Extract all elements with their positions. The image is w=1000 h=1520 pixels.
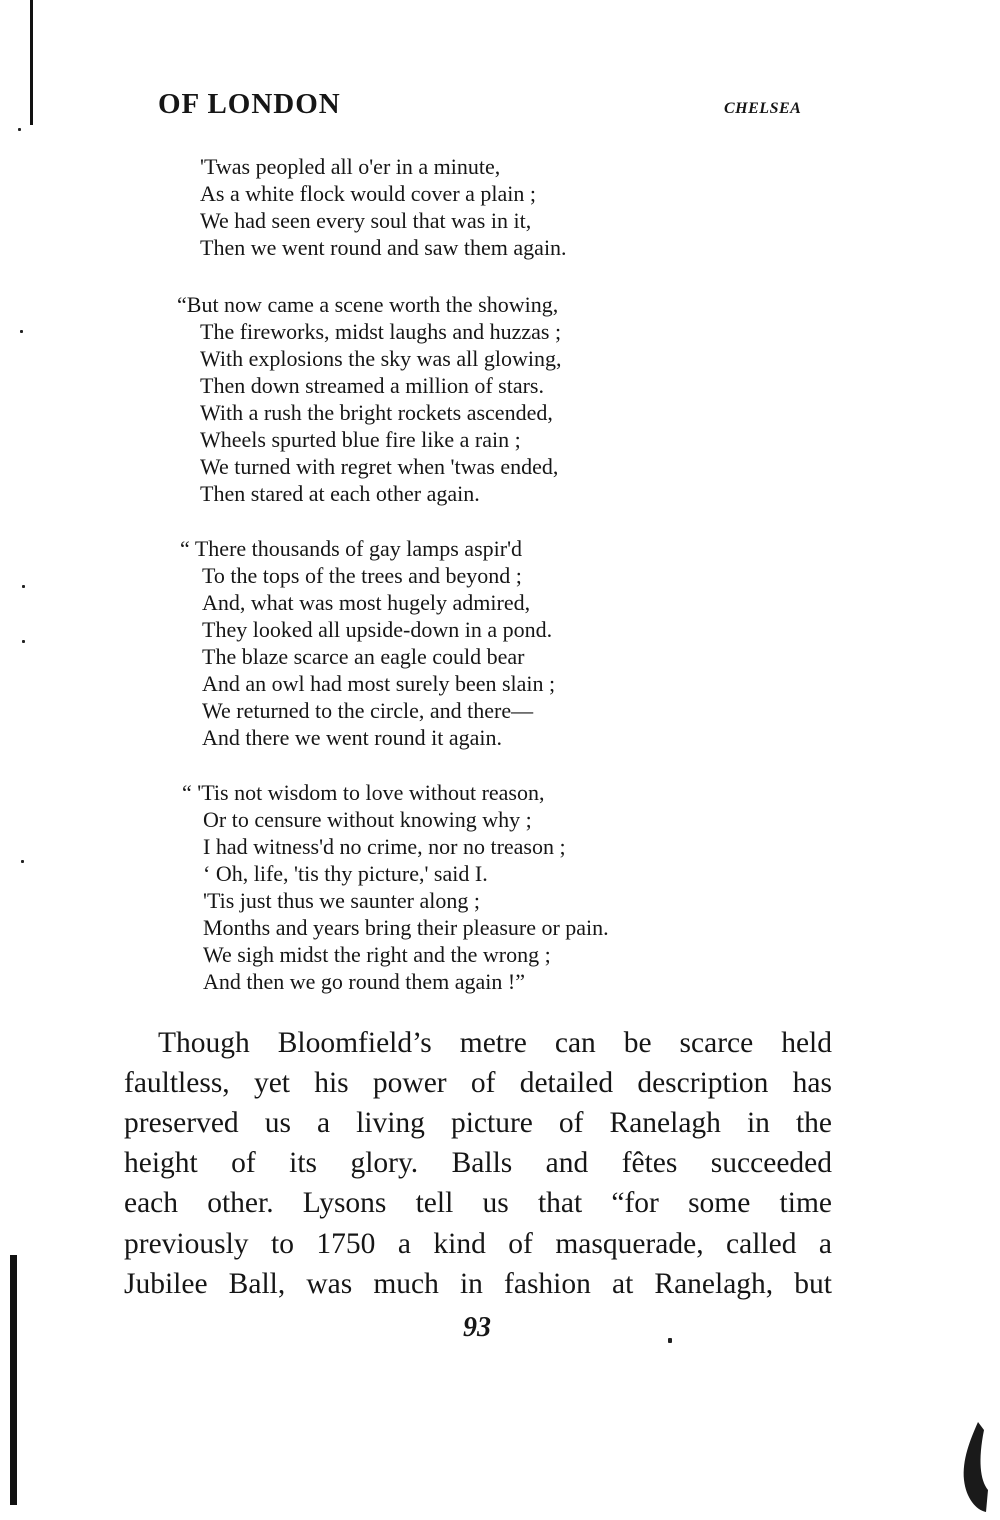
verse-line: Then stared at each other again. <box>200 481 480 506</box>
scan-speck <box>22 585 25 588</box>
verse-line: Wheels spurted blue fire like a rain ; <box>200 427 521 452</box>
scan-smudge-right <box>950 1420 990 1515</box>
verse-line: I had witness'd no crime, nor no treason ; <box>203 834 566 859</box>
scan-speck <box>20 330 23 333</box>
verse-line: The fireworks, midst laughs and huzzas ; <box>200 319 562 344</box>
verse-line: We returned to the circle, and there— <box>202 698 534 723</box>
verse-line: 'Tis just thus we saunter along ; <box>203 888 480 913</box>
verse-line: Then we went round and saw them again. <box>200 235 567 260</box>
verse-line: And, what was most hugely admired, <box>202 590 531 615</box>
verse-line: Months and years bring their pleasure or pain. <box>203 915 609 940</box>
verse-line: We sigh midst the right and the wrong ; <box>203 942 551 967</box>
running-header-title: OF LONDON <box>158 88 341 120</box>
verse-line: They looked all upside-down in a pond. <box>202 617 553 642</box>
scan-speck <box>18 128 21 131</box>
scan-speck <box>22 640 25 643</box>
verse-line: We turned with regret when 'twas ended, <box>200 454 559 479</box>
verse-line: 'Twas peopled all o'er in a minute, <box>200 154 501 179</box>
verse-line: Or to censure without knowing why ; <box>203 807 532 832</box>
prose-line: height of its glory. Balls and fêtes succeeded <box>124 1147 832 1179</box>
verse-line: With a rush the bright rockets ascended, <box>200 400 553 425</box>
prose-line: Jubilee Ball, was much in fashion at Ranelagh, but <box>124 1268 832 1300</box>
scan-speck <box>21 860 24 863</box>
verse-line: We had seen every soul that was in it, <box>200 208 532 233</box>
verse-line: “ There thousands of gay lamps aspir'd <box>180 536 523 561</box>
running-header-section: CHELSEA <box>724 100 802 117</box>
verse-line: And there we went round it again. <box>202 725 502 750</box>
verse-line: The blaze scarce an eagle could bear <box>202 644 525 669</box>
scan-edge-left-bottom <box>10 1255 17 1505</box>
verse-line: ‘ Oh, life, 'tis thy picture,' said I. <box>203 861 488 886</box>
prose-line: each other. Lysons tell us that “for some time <box>124 1187 832 1219</box>
verse-line: To the tops of the trees and beyond ; <box>202 563 522 588</box>
page-number: 93 <box>463 1312 491 1343</box>
verse-line: As a white flock would cover a plain ; <box>200 181 537 206</box>
verse-line: With explosions the sky was all glowing, <box>200 346 562 371</box>
scan-speck <box>668 1338 672 1343</box>
verse-line: “But now came a scene worth the showing, <box>177 292 559 317</box>
verse-line: And then we go round them again !” <box>203 969 525 994</box>
verse-line: Then down streamed a million of stars. <box>200 373 544 398</box>
verse-line: “ 'Tis not wisdom to love without reason, <box>182 780 545 805</box>
prose-line: faultless, yet his power of detailed description has <box>124 1067 832 1099</box>
prose-line: preserved us a living picture of Ranelagh in the <box>124 1107 832 1139</box>
verse-line: And an owl had most surely been slain ; <box>202 671 556 696</box>
prose-line: Though Bloomfield’s metre can be scarce held <box>158 1027 832 1059</box>
scan-edge-left-top <box>30 0 33 125</box>
prose-line: previously to 1750 a kind of masquerade, called a <box>124 1228 832 1260</box>
